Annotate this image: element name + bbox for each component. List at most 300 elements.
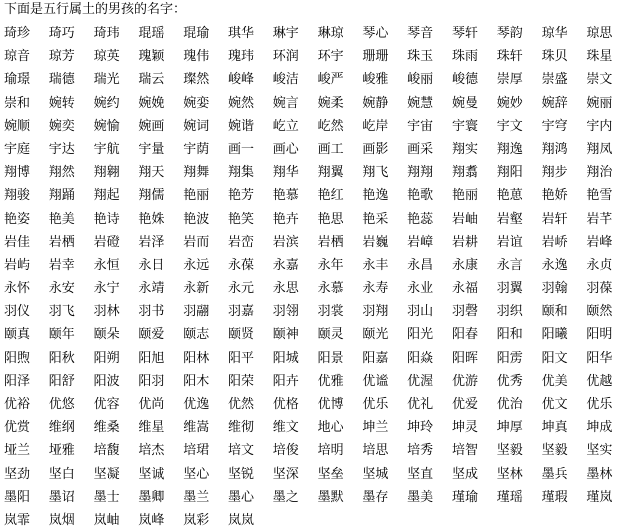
name-cell: 阳卉: [272, 373, 299, 389]
name-cell: 岩屿: [4, 257, 31, 273]
name-cell: 翔博: [4, 165, 31, 181]
name-cell: 维纲: [48, 420, 75, 436]
name-cell: 岩峰: [586, 234, 613, 250]
name-cell: 艳姿: [4, 211, 31, 227]
name-cell: 瑞光: [93, 72, 120, 88]
name-cell: 阳晖: [451, 350, 478, 366]
name-cell: 颐志: [183, 327, 210, 343]
name-cell: 崇盛: [541, 72, 568, 88]
name-cell: 坚成: [451, 466, 478, 482]
name-cell: 翔步: [541, 165, 568, 181]
name-cell: 崇厚: [496, 72, 523, 88]
name-cell: 羽葆: [586, 281, 613, 297]
name-cell: 维桑: [93, 420, 120, 436]
name-cell: 艳葸: [496, 188, 523, 204]
name-cell: 坚垒: [317, 466, 344, 482]
name-cell: 永远: [183, 257, 210, 273]
name-cell: 环润: [272, 49, 299, 65]
name-cell: 琪华: [227, 26, 254, 41]
name-cell: 阳煦: [4, 350, 31, 366]
name-cell: 琳琼: [317, 26, 344, 41]
name-cell: 宇寰: [451, 118, 478, 134]
name-cell: 坚凝: [93, 466, 120, 482]
name-cell: 琦玮: [93, 26, 120, 41]
name-cell: 艳丽: [451, 188, 478, 204]
name-cell: 琴音: [407, 26, 434, 41]
name-cell: 优然: [227, 397, 254, 412]
name-cell: 宇宙: [407, 118, 434, 134]
name-cell: 瑾瑜: [451, 489, 478, 505]
name-cell: 婉言: [272, 95, 299, 111]
name-cell: 翔翼: [317, 165, 344, 181]
name-cell: 维彻: [227, 420, 254, 436]
name-cell: 羽翎: [272, 304, 299, 320]
name-cell: 优格: [272, 397, 299, 412]
name-cell: 珠玉: [407, 49, 434, 65]
name-cell: 艳逸: [362, 188, 389, 204]
name-cell: 墨存: [362, 489, 389, 505]
name-cell: 岩谊: [496, 234, 523, 250]
name-cell: 翔凤: [586, 141, 613, 157]
name-cell: 琼芳: [48, 49, 75, 65]
name-cell: 永靖: [138, 281, 165, 297]
name-cell: 阳城: [272, 350, 299, 366]
name-cell: 岩栖: [317, 234, 344, 250]
name-cell: 坤灵: [451, 420, 478, 436]
name-cell: 琦巧: [48, 26, 75, 41]
name-cell: 阳春: [451, 327, 478, 343]
name-cell: 宇达: [48, 141, 75, 157]
name-cell: 培俊: [272, 443, 299, 459]
name-cell: 优文: [541, 397, 568, 412]
name-cell: 羽翰: [541, 281, 568, 297]
name-grid: [0, 22, 627, 532]
name-cell: 岩幸: [48, 257, 75, 273]
name-cell: 坤厚: [496, 420, 523, 436]
name-cell: 优爱: [451, 397, 478, 412]
name-cell: 培珺: [183, 443, 210, 459]
name-cell: 永言: [496, 257, 523, 273]
name-cell: 阳曦: [541, 327, 568, 343]
name-cell: 阳文: [541, 350, 568, 366]
name-cell: 琼英: [93, 49, 120, 65]
name-cell: 琴韵: [496, 26, 523, 41]
name-cell: 艳波: [183, 211, 210, 227]
name-cell: 琼思: [586, 26, 613, 41]
name-cell: 永安: [48, 281, 75, 297]
name-cell: 翔实: [451, 141, 478, 157]
name-cell: 琼华: [541, 26, 568, 41]
name-cell: 岩芊: [586, 211, 613, 227]
name-cell: 岩岫: [451, 211, 478, 227]
name-cell: 阳荣: [227, 373, 254, 389]
name-cell: 画心: [272, 141, 299, 157]
name-cell: 翔翱: [93, 165, 120, 181]
name-cell: 峻雅: [362, 72, 389, 88]
name-cell: 珠雨: [451, 49, 478, 65]
name-cell: 坚城: [362, 466, 389, 482]
name-cell: 画一: [227, 141, 254, 157]
name-cell: 婉娩: [138, 95, 165, 111]
name-cell: 屹立: [272, 118, 299, 134]
name-cell: 羽磬: [451, 304, 478, 320]
name-cell: 峻峰: [227, 72, 254, 88]
name-cell: 翔集: [227, 165, 254, 181]
name-cell: 艳慕: [272, 188, 299, 204]
name-cell: 阳羽: [138, 373, 165, 389]
name-cell: 翔逸: [496, 141, 523, 157]
name-cell: 艳雪: [586, 188, 613, 204]
name-cell: 宇庭: [4, 141, 31, 157]
name-cell: 岚岫: [93, 512, 120, 528]
name-cell: 颐爱: [138, 327, 165, 343]
name-cell: 峻丽: [407, 72, 434, 88]
name-cell: 阳波: [93, 373, 120, 389]
name-cell: 永葆: [227, 257, 254, 273]
name-cell: 颐然: [586, 304, 613, 320]
name-cell: 坚白: [48, 466, 75, 482]
name-cell: 墨兵: [541, 466, 568, 482]
name-cell: 培智: [451, 443, 478, 459]
name-cell: 羽仪: [4, 304, 31, 320]
name-cell: 婉慧: [407, 95, 434, 111]
name-cell: 瑰颖: [138, 49, 165, 65]
name-cell: 婉画: [138, 118, 165, 134]
name-cell: 艳丽: [183, 188, 210, 204]
name-cell: 岩佳: [4, 234, 31, 250]
name-cell: 峻洁: [272, 72, 299, 88]
name-cell: 优裕: [4, 397, 31, 412]
name-cell: 永慕: [317, 281, 344, 297]
name-cell: 婉然: [227, 95, 254, 111]
name-cell: 峻严: [317, 72, 344, 88]
name-cell: 地心: [317, 420, 344, 436]
name-cell: 瑾岚: [586, 489, 613, 505]
name-cell: 婉辞: [541, 95, 568, 111]
name-cell: 婉词: [183, 118, 210, 134]
name-cell: 优逸: [183, 397, 210, 412]
name-cell: 永新: [183, 281, 210, 297]
name-cell: 翔翥: [451, 165, 478, 181]
name-cell: 坚锐: [227, 466, 254, 482]
name-cell: 阳景: [317, 350, 344, 366]
name-cell: 永康: [451, 257, 478, 273]
name-cell: 阳光: [407, 327, 434, 343]
name-cell: 翔起: [93, 188, 120, 204]
name-cell: 阳舒: [48, 373, 75, 389]
name-cell: 坚林: [496, 466, 523, 482]
name-cell: 垭雅: [48, 443, 75, 459]
name-cell: 墨林: [586, 466, 613, 482]
name-cell: 琼音: [4, 49, 31, 65]
name-cell: 艳芳: [227, 188, 254, 204]
name-cell: 羽山: [407, 304, 434, 320]
name-cell: 优博: [317, 397, 344, 412]
name-cell: 永思: [272, 281, 299, 297]
name-cell: 翔飞: [362, 165, 389, 181]
name-cell: 宇航: [93, 141, 120, 157]
name-cell: 崇文: [586, 72, 613, 88]
name-cell: 岩峦: [227, 234, 254, 250]
name-cell: 坚心: [183, 466, 210, 482]
name-cell: 墨美: [407, 489, 434, 505]
name-cell: 婉娈: [183, 95, 210, 111]
name-cell: 优礼: [407, 397, 434, 412]
name-cell: 羽嘉: [227, 304, 254, 320]
name-cell: 培杰: [138, 443, 165, 459]
name-cell: 永宁: [93, 281, 120, 297]
name-cell: 颐光: [362, 327, 389, 343]
name-cell: 岩磴: [93, 234, 120, 250]
name-cell: 岩轩: [541, 211, 568, 227]
name-cell: 坤真: [541, 420, 568, 436]
name-cell: 永逸: [541, 257, 568, 273]
name-cell: 培秀: [407, 443, 434, 459]
name-cell: 婉愉: [93, 118, 120, 134]
name-cell: 宇文: [496, 118, 523, 134]
name-cell: 岩滨: [272, 234, 299, 250]
name-cell: 瑜璟: [4, 72, 31, 88]
name-cell: 永恒: [93, 257, 120, 273]
name-cell: 岩耕: [451, 234, 478, 250]
name-cell: 坚直: [407, 466, 434, 482]
name-cell: 珠轩: [496, 49, 523, 65]
name-cell: 永元: [227, 281, 254, 297]
name-cell: 优雅: [317, 373, 344, 389]
name-cell: 优治: [496, 397, 523, 412]
name-cell: 永怀: [4, 281, 31, 297]
name-cell: 坚深: [272, 466, 299, 482]
name-cell: 培思: [362, 443, 389, 459]
name-cell: 坤成: [586, 420, 613, 436]
name-cell: 阳嘉: [362, 350, 389, 366]
name-cell: 颐真: [4, 327, 31, 343]
name-cell: 坤兰: [362, 420, 389, 436]
name-cell: 羽书: [138, 304, 165, 320]
name-cell: 羽翮: [183, 304, 210, 320]
name-cell: 琳宇: [272, 26, 299, 41]
name-cell: 琨瑜: [183, 26, 210, 41]
name-cell: 翔翔: [407, 165, 434, 181]
name-cell: 艳歌: [407, 188, 434, 204]
name-cell: 优乐: [362, 397, 389, 412]
name-cell: 艳诗: [93, 211, 120, 227]
name-cell: 优游: [451, 373, 478, 389]
name-cell: 维星: [138, 420, 165, 436]
page-title: 下面是五行属土的男孩的名字：: [4, 2, 187, 17]
name-cell: 瑾瑕: [541, 489, 568, 505]
name-cell: 翔然: [48, 165, 75, 181]
name-cell: 颐朵: [93, 327, 120, 343]
name-cell: 墨心: [227, 489, 254, 505]
name-cell: 璨然: [183, 72, 210, 88]
name-cell: 维文: [272, 420, 299, 436]
name-cell: 维嵩: [183, 420, 210, 436]
name-cell: 坚毅: [496, 443, 523, 459]
name-cell: 翔舞: [183, 165, 210, 181]
name-cell: 阳平: [227, 350, 254, 366]
name-cell: 婉转: [48, 95, 75, 111]
name-cell: 婉柔: [317, 95, 344, 111]
name-cell: 墨卿: [138, 489, 165, 505]
name-cell: 艳采: [362, 211, 389, 227]
name-cell: 婉曼: [451, 95, 478, 111]
name-cell: 永年: [317, 257, 344, 273]
name-cell: 琦珍: [4, 26, 31, 41]
name-cell: 羽翔: [362, 304, 389, 320]
name-cell: 墨默: [317, 489, 344, 505]
name-cell: 阳秋: [48, 350, 75, 366]
name-cell: 颐灵: [317, 327, 344, 343]
name-cell: 珠贝: [541, 49, 568, 65]
name-cell: 艳姝: [138, 211, 165, 227]
name-cell: 宇荫: [183, 141, 210, 157]
name-cell: 婉妙: [496, 95, 523, 111]
name-cell: 颐贤: [227, 327, 254, 343]
name-cell: 优容: [93, 397, 120, 412]
name-cell: 阳朔: [93, 350, 120, 366]
name-cell: 羽织: [496, 304, 523, 320]
name-cell: 瑰玮: [227, 49, 254, 65]
name-cell: 墨诏: [48, 489, 75, 505]
name-cell: 羽飞: [48, 304, 75, 320]
name-cell: 优赏: [4, 420, 31, 436]
name-cell: 阳明: [586, 327, 613, 343]
name-cell: 翔治: [586, 165, 613, 181]
name-cell: 画影: [362, 141, 389, 157]
name-cell: 优渥: [407, 373, 434, 389]
name-cell: 羽裳: [317, 304, 344, 320]
name-cell: 琴心: [362, 26, 389, 41]
name-cell: 羽翼: [496, 281, 523, 297]
name-cell: 颐神: [272, 327, 299, 343]
name-cell: 琴轩: [451, 26, 478, 41]
name-cell: 优秀: [496, 373, 523, 389]
name-cell: 瑞德: [48, 72, 75, 88]
name-cell: 阳木: [183, 373, 210, 389]
name-cell: 阳雳: [496, 350, 523, 366]
name-cell: 颐年: [48, 327, 75, 343]
name-cell: 颐和: [541, 304, 568, 320]
name-cell: 永昌: [407, 257, 434, 273]
name-cell: 瑞云: [138, 72, 165, 88]
name-cell: 宇内: [586, 118, 613, 134]
name-cell: 婉顺: [4, 118, 31, 134]
name-cell: 屹然: [317, 118, 344, 134]
name-cell: 翔鸿: [541, 141, 568, 157]
name-cell: 画工: [317, 141, 344, 157]
name-cell: 翔华: [272, 165, 299, 181]
name-cell: 阳华: [586, 350, 613, 366]
name-cell: 培馥: [93, 443, 120, 459]
name-cell: 坚毅: [541, 443, 568, 459]
name-cell: 优悠: [48, 397, 75, 412]
name-cell: 珊珊: [362, 49, 389, 65]
name-cell: 艳娇: [541, 188, 568, 204]
name-cell: 岩泽: [138, 234, 165, 250]
name-cell: 坤玲: [407, 420, 434, 436]
name-cell: 墨之: [272, 489, 299, 505]
name-cell: 永贞: [586, 257, 613, 273]
name-cell: 岚烟: [48, 512, 75, 528]
name-cell: 坚实: [586, 443, 613, 459]
name-cell: 永寿: [362, 281, 389, 297]
name-cell: 婉谐: [227, 118, 254, 134]
name-cell: 峻德: [451, 72, 478, 88]
name-cell: 墨阳: [4, 489, 31, 505]
name-cell: 优谧: [362, 373, 389, 389]
name-cell: 艳卉: [272, 211, 299, 227]
name-cell: 岩嶂: [407, 234, 434, 250]
name-cell: 宇量: [138, 141, 165, 157]
name-cell: 永嘉: [272, 257, 299, 273]
name-cell: 岩峤: [541, 234, 568, 250]
name-cell: 翔阳: [496, 165, 523, 181]
name-cell: 崇和: [4, 95, 31, 111]
name-cell: 婉奕: [48, 118, 75, 134]
name-cell: 屹岸: [362, 118, 389, 134]
name-cell: 羽林: [93, 304, 120, 320]
name-cell: 阳旭: [138, 350, 165, 366]
name-cell: 婉约: [93, 95, 120, 111]
name-cell: 永福: [451, 281, 478, 297]
name-cell: 瑰伟: [183, 49, 210, 65]
name-cell: 艳红: [317, 188, 344, 204]
name-cell: 阳和: [496, 327, 523, 343]
name-cell: 阳林: [183, 350, 210, 366]
name-cell: 艳美: [48, 211, 75, 227]
name-cell: 优越: [586, 373, 613, 389]
name-cell: 优乐: [586, 397, 613, 412]
name-cell: 翔骏: [4, 188, 31, 204]
name-cell: 岚岚: [227, 512, 254, 528]
name-cell: 婉丽: [586, 95, 613, 111]
name-cell: 岚霏: [4, 512, 31, 528]
name-cell: 岩栖: [48, 234, 75, 250]
name-cell: 永业: [407, 281, 434, 297]
name-cell: 培明: [317, 443, 344, 459]
name-cell: 岚彩: [183, 512, 210, 528]
name-cell: 坚劲: [4, 466, 31, 482]
name-cell: 垭兰: [4, 443, 31, 459]
name-cell: 艳思: [317, 211, 344, 227]
name-cell: 瑾瑶: [496, 489, 523, 505]
name-cell: 画采: [407, 141, 434, 157]
name-cell: 优美: [541, 373, 568, 389]
name-cell: 岚峰: [138, 512, 165, 528]
name-cell: 艳笑: [227, 211, 254, 227]
name-cell: 优尚: [138, 397, 165, 412]
name-cell: 岩巍: [362, 234, 389, 250]
name-cell: 永丰: [362, 257, 389, 273]
name-cell: 琨瑶: [138, 26, 165, 41]
name-cell: 坚诚: [138, 466, 165, 482]
name-cell: 墨士: [93, 489, 120, 505]
name-cell: 阳泽: [4, 373, 31, 389]
name-cell: 婉静: [362, 95, 389, 111]
name-cell: 艳蕊: [407, 211, 434, 227]
name-cell: 珠星: [586, 49, 613, 65]
name-cell: 翔踊: [48, 188, 75, 204]
name-cell: 阳焱: [407, 350, 434, 366]
name-cell: 墨兰: [183, 489, 210, 505]
name-cell: 翔儒: [138, 188, 165, 204]
name-cell: 永日: [138, 257, 165, 273]
name-cell: 环宇: [317, 49, 344, 65]
name-cell: 宇穹: [541, 118, 568, 134]
name-cell: 培文: [227, 443, 254, 459]
name-cell: 翔天: [138, 165, 165, 181]
